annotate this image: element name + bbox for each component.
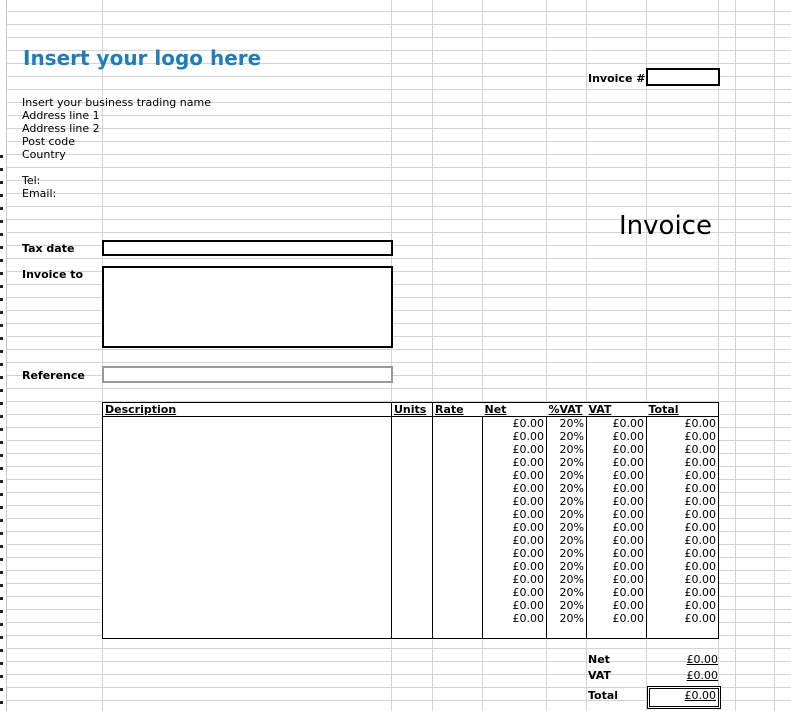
address-line-1[interactable]: Address line 1 xyxy=(22,109,100,122)
cell-description[interactable] xyxy=(103,443,392,456)
table-footer-cell xyxy=(483,625,547,639)
row-header-mark xyxy=(0,194,3,197)
row-header-mark xyxy=(0,558,3,561)
row-header-mark xyxy=(0,337,3,340)
cell-units[interactable] xyxy=(392,612,433,625)
cell-rate[interactable] xyxy=(433,430,483,443)
cell-units[interactable] xyxy=(392,417,433,431)
column-gridline xyxy=(774,0,775,711)
tax-date-field[interactable] xyxy=(102,240,393,256)
cell-description[interactable] xyxy=(103,586,392,599)
cell-units[interactable] xyxy=(392,482,433,495)
cell-units[interactable] xyxy=(392,599,433,612)
row-header-mark xyxy=(0,402,3,405)
line-items-table xyxy=(102,402,719,639)
column-header-vat[interactable]: VAT xyxy=(587,403,647,417)
tel-label[interactable]: Tel: xyxy=(22,174,41,187)
cell-description[interactable] xyxy=(103,547,392,560)
vat-total-row xyxy=(586,668,720,684)
row-header-mark xyxy=(0,675,3,678)
table-row xyxy=(103,547,719,560)
grand-total-value[interactable]: £0.00 xyxy=(684,689,716,702)
cell-vat-rate[interactable]: 20% xyxy=(547,456,587,469)
table-bottom-row xyxy=(103,625,719,639)
post-code[interactable]: Post code xyxy=(22,135,76,148)
cell-description[interactable] xyxy=(103,495,392,508)
row-header-mark xyxy=(0,584,3,587)
cell-net[interactable]: £0.00 xyxy=(483,521,547,534)
row-header-mark xyxy=(0,324,3,327)
document-title: Invoice xyxy=(619,211,712,241)
table-row xyxy=(103,482,719,495)
row-header-mark xyxy=(0,428,3,431)
cell-total[interactable]: £0.00 xyxy=(647,547,719,560)
cell-vat[interactable]: £0.00 xyxy=(587,547,647,560)
cell-vat-rate[interactable]: 20% xyxy=(547,573,587,586)
row-header-mark xyxy=(0,467,3,470)
row-header-mark xyxy=(0,441,3,444)
cell-rate[interactable] xyxy=(433,573,483,586)
cell-description[interactable] xyxy=(103,521,392,534)
cell-rate[interactable] xyxy=(433,508,483,521)
invoice-to-label: Invoice to xyxy=(22,268,84,281)
cell-net[interactable]: £0.00 xyxy=(483,612,547,625)
row-header-mark xyxy=(0,597,3,600)
cell-vat-rate[interactable]: 20% xyxy=(547,547,587,560)
row-header-gutter[interactable] xyxy=(0,0,7,711)
cell-vat-rate[interactable]: 20% xyxy=(547,586,587,599)
column-header-units[interactable]: Units xyxy=(392,403,433,417)
table-row xyxy=(103,508,719,521)
cell-vat-rate[interactable]: 20% xyxy=(547,417,587,431)
cell-units[interactable] xyxy=(392,495,433,508)
cell-vat-rate[interactable]: 20% xyxy=(547,508,587,521)
cell-vat[interactable]: £0.00 xyxy=(587,586,647,599)
cell-net[interactable]: £0.00 xyxy=(483,443,547,456)
cell-net[interactable]: £0.00 xyxy=(483,508,547,521)
cell-description[interactable] xyxy=(103,560,392,573)
net-total-label: Net xyxy=(588,653,610,666)
cell-rate[interactable] xyxy=(433,547,483,560)
cell-total[interactable]: £0.00 xyxy=(647,534,719,547)
table-footer-cell xyxy=(433,625,483,639)
cell-rate[interactable] xyxy=(433,560,483,573)
row-header-mark xyxy=(0,688,3,691)
cell-total[interactable]: £0.00 xyxy=(647,482,719,495)
row-header-mark xyxy=(0,649,3,652)
cell-rate[interactable] xyxy=(433,521,483,534)
row-header-mark xyxy=(0,376,3,379)
cell-vat-rate[interactable]: 20% xyxy=(547,443,587,456)
cell-net[interactable]: £0.00 xyxy=(483,573,547,586)
cell-total[interactable]: £0.00 xyxy=(647,599,719,612)
table-header-row xyxy=(103,403,719,417)
cell-vat-rate[interactable]: 20% xyxy=(547,534,587,547)
table-row xyxy=(103,456,719,469)
logo-placeholder[interactable]: Insert your logo here xyxy=(23,46,262,70)
cell-description[interactable] xyxy=(103,482,392,495)
row-header-mark xyxy=(0,181,3,184)
cell-net[interactable]: £0.00 xyxy=(483,599,547,612)
vat-total-value[interactable]: £0.00 xyxy=(686,669,718,682)
cell-units[interactable] xyxy=(392,508,433,521)
cell-description[interactable] xyxy=(103,469,392,482)
row-header-mark xyxy=(0,545,3,548)
cell-net[interactable]: £0.00 xyxy=(483,547,547,560)
cell-vat[interactable]: £0.00 xyxy=(587,482,647,495)
reference-field[interactable] xyxy=(102,366,393,383)
cell-rate[interactable] xyxy=(433,482,483,495)
cell-total[interactable]: £0.00 xyxy=(647,456,719,469)
reference-label: Reference xyxy=(22,369,85,382)
table-row xyxy=(103,573,719,586)
row-header-mark xyxy=(0,701,3,704)
cell-net[interactable]: £0.00 xyxy=(483,417,547,431)
cell-total[interactable]: £0.00 xyxy=(647,612,719,625)
cell-rate[interactable] xyxy=(433,599,483,612)
table-row xyxy=(103,560,719,573)
table-row xyxy=(103,417,719,431)
cell-description[interactable] xyxy=(103,417,392,431)
row-header-mark xyxy=(0,155,3,158)
cell-description[interactable] xyxy=(103,430,392,443)
row-header-mark xyxy=(0,415,3,418)
row-header-mark xyxy=(0,623,3,626)
cell-vat-rate[interactable]: 20% xyxy=(547,599,587,612)
cell-rate[interactable] xyxy=(433,443,483,456)
column-header-description[interactable]: Description xyxy=(103,403,392,417)
country[interactable]: Country xyxy=(22,148,66,161)
row-header-mark xyxy=(0,233,3,236)
row-header-mark xyxy=(0,493,3,496)
table-row xyxy=(103,612,719,625)
row-header-mark xyxy=(0,207,3,210)
row-header-mark xyxy=(0,480,3,483)
row-header-mark xyxy=(0,259,3,262)
row-header-mark xyxy=(0,246,3,249)
cell-vat[interactable]: £0.00 xyxy=(587,508,647,521)
row-header-mark xyxy=(0,506,3,509)
cell-description[interactable] xyxy=(103,508,392,521)
cell-description[interactable] xyxy=(103,612,392,625)
cell-net[interactable]: £0.00 xyxy=(483,430,547,443)
row-header-mark xyxy=(0,363,3,366)
cell-rate[interactable] xyxy=(433,456,483,469)
invoice-to-field[interactable] xyxy=(102,266,393,348)
cell-total[interactable]: £0.00 xyxy=(647,443,719,456)
cell-vat-rate[interactable]: 20% xyxy=(547,495,587,508)
cell-vat[interactable]: £0.00 xyxy=(587,469,647,482)
tax-date-label: Tax date xyxy=(22,242,75,255)
cell-vat-rate[interactable]: 20% xyxy=(547,560,587,573)
column-header-net[interactable]: Net xyxy=(483,403,547,417)
cell-rate[interactable] xyxy=(433,612,483,625)
cell-units[interactable] xyxy=(392,456,433,469)
column-header-rate[interactable]: Rate xyxy=(433,403,483,417)
cell-vat[interactable]: £0.00 xyxy=(587,417,647,431)
cell-description[interactable] xyxy=(103,534,392,547)
cell-vat[interactable]: £0.00 xyxy=(587,573,647,586)
table-footer-cell xyxy=(547,625,587,639)
cell-total[interactable]: £0.00 xyxy=(647,417,719,431)
cell-total[interactable]: £0.00 xyxy=(647,508,719,521)
table-footer-cell xyxy=(587,625,647,639)
cell-rate[interactable] xyxy=(433,534,483,547)
row-header-mark xyxy=(0,298,3,301)
column-gridline xyxy=(735,0,736,711)
cell-units[interactable] xyxy=(392,586,433,599)
cell-units[interactable] xyxy=(392,443,433,456)
cell-vat[interactable]: £0.00 xyxy=(587,456,647,469)
cell-vat[interactable]: £0.00 xyxy=(587,612,647,625)
cell-description[interactable] xyxy=(103,573,392,586)
cell-net[interactable]: £0.00 xyxy=(483,495,547,508)
row-header-mark xyxy=(0,220,3,223)
row-header-mark xyxy=(0,571,3,574)
address-line-2[interactable]: Address line 2 xyxy=(22,122,100,135)
cell-vat-rate[interactable]: 20% xyxy=(547,612,587,625)
cell-vat[interactable]: £0.00 xyxy=(587,430,647,443)
cell-vat[interactable]: £0.00 xyxy=(587,560,647,573)
net-total-value[interactable]: £0.00 xyxy=(686,653,718,666)
business-name[interactable]: Insert your business trading name xyxy=(22,96,211,109)
cell-units[interactable] xyxy=(392,547,433,560)
table-row xyxy=(103,534,719,547)
table-row xyxy=(103,599,719,612)
table-row xyxy=(103,430,719,443)
cell-net[interactable]: £0.00 xyxy=(483,534,547,547)
cell-rate[interactable] xyxy=(433,469,483,482)
cell-rate[interactable] xyxy=(433,417,483,431)
cell-net[interactable]: £0.00 xyxy=(483,560,547,573)
cell-total[interactable]: £0.00 xyxy=(647,430,719,443)
grand-total-row xyxy=(586,686,720,702)
row-header-mark xyxy=(0,272,3,275)
invoice-number-label: Invoice # xyxy=(588,72,646,85)
table-footer-cell xyxy=(392,625,433,639)
table-row xyxy=(103,495,719,508)
cell-total[interactable]: £0.00 xyxy=(647,560,719,573)
cell-description[interactable] xyxy=(103,456,392,469)
cell-units[interactable] xyxy=(392,534,433,547)
cell-vat[interactable]: £0.00 xyxy=(587,443,647,456)
cell-total[interactable]: £0.00 xyxy=(647,495,719,508)
invoice-number-field[interactable] xyxy=(646,68,720,86)
grand-total-label: Total xyxy=(588,689,619,702)
cell-total[interactable]: £0.00 xyxy=(647,573,719,586)
row-header-mark xyxy=(0,636,3,639)
cell-vat-rate[interactable]: 20% xyxy=(547,430,587,443)
cell-units[interactable] xyxy=(392,430,433,443)
table-row xyxy=(103,521,719,534)
row-header-mark xyxy=(0,532,3,535)
email-label[interactable]: Email: xyxy=(22,187,57,200)
row-header-mark xyxy=(0,610,3,613)
cell-vat-rate[interactable]: 20% xyxy=(547,482,587,495)
cell-net[interactable]: £0.00 xyxy=(483,469,547,482)
column-header-total[interactable]: Total xyxy=(647,403,719,417)
row-header-mark xyxy=(0,389,3,392)
row-header-mark xyxy=(0,168,3,171)
cell-total[interactable]: £0.00 xyxy=(647,586,719,599)
cell-net[interactable]: £0.00 xyxy=(483,482,547,495)
cell-units[interactable] xyxy=(392,469,433,482)
column-header-vat-rate[interactable]: %VAT xyxy=(547,403,587,417)
table-row xyxy=(103,586,719,599)
cell-total[interactable]: £0.00 xyxy=(647,469,719,482)
vat-total-label: VAT xyxy=(588,669,611,682)
cell-vat-rate[interactable]: 20% xyxy=(547,521,587,534)
cell-units[interactable] xyxy=(392,521,433,534)
cell-net[interactable]: £0.00 xyxy=(483,456,547,469)
cell-description[interactable] xyxy=(103,599,392,612)
cell-total[interactable]: £0.00 xyxy=(647,521,719,534)
cell-units[interactable] xyxy=(392,573,433,586)
cell-rate[interactable] xyxy=(433,495,483,508)
cell-vat[interactable]: £0.00 xyxy=(587,534,647,547)
cell-vat[interactable]: £0.00 xyxy=(587,599,647,612)
table-footer-cell xyxy=(103,625,392,639)
row-header-mark xyxy=(0,350,3,353)
cell-vat[interactable]: £0.00 xyxy=(587,521,647,534)
cell-vat-rate[interactable]: 20% xyxy=(547,469,587,482)
cell-rate[interactable] xyxy=(433,586,483,599)
row-header-mark xyxy=(0,454,3,457)
cell-vat[interactable]: £0.00 xyxy=(587,495,647,508)
row-header-mark xyxy=(0,519,3,522)
table-row xyxy=(103,469,719,482)
cell-units[interactable] xyxy=(392,560,433,573)
table-row xyxy=(103,443,719,456)
net-total-row xyxy=(586,652,720,668)
table-footer-cell xyxy=(647,625,719,639)
row-header-mark xyxy=(0,662,3,665)
row-header-mark xyxy=(0,311,3,314)
cell-net[interactable]: £0.00 xyxy=(483,586,547,599)
row-header-mark xyxy=(0,285,3,288)
